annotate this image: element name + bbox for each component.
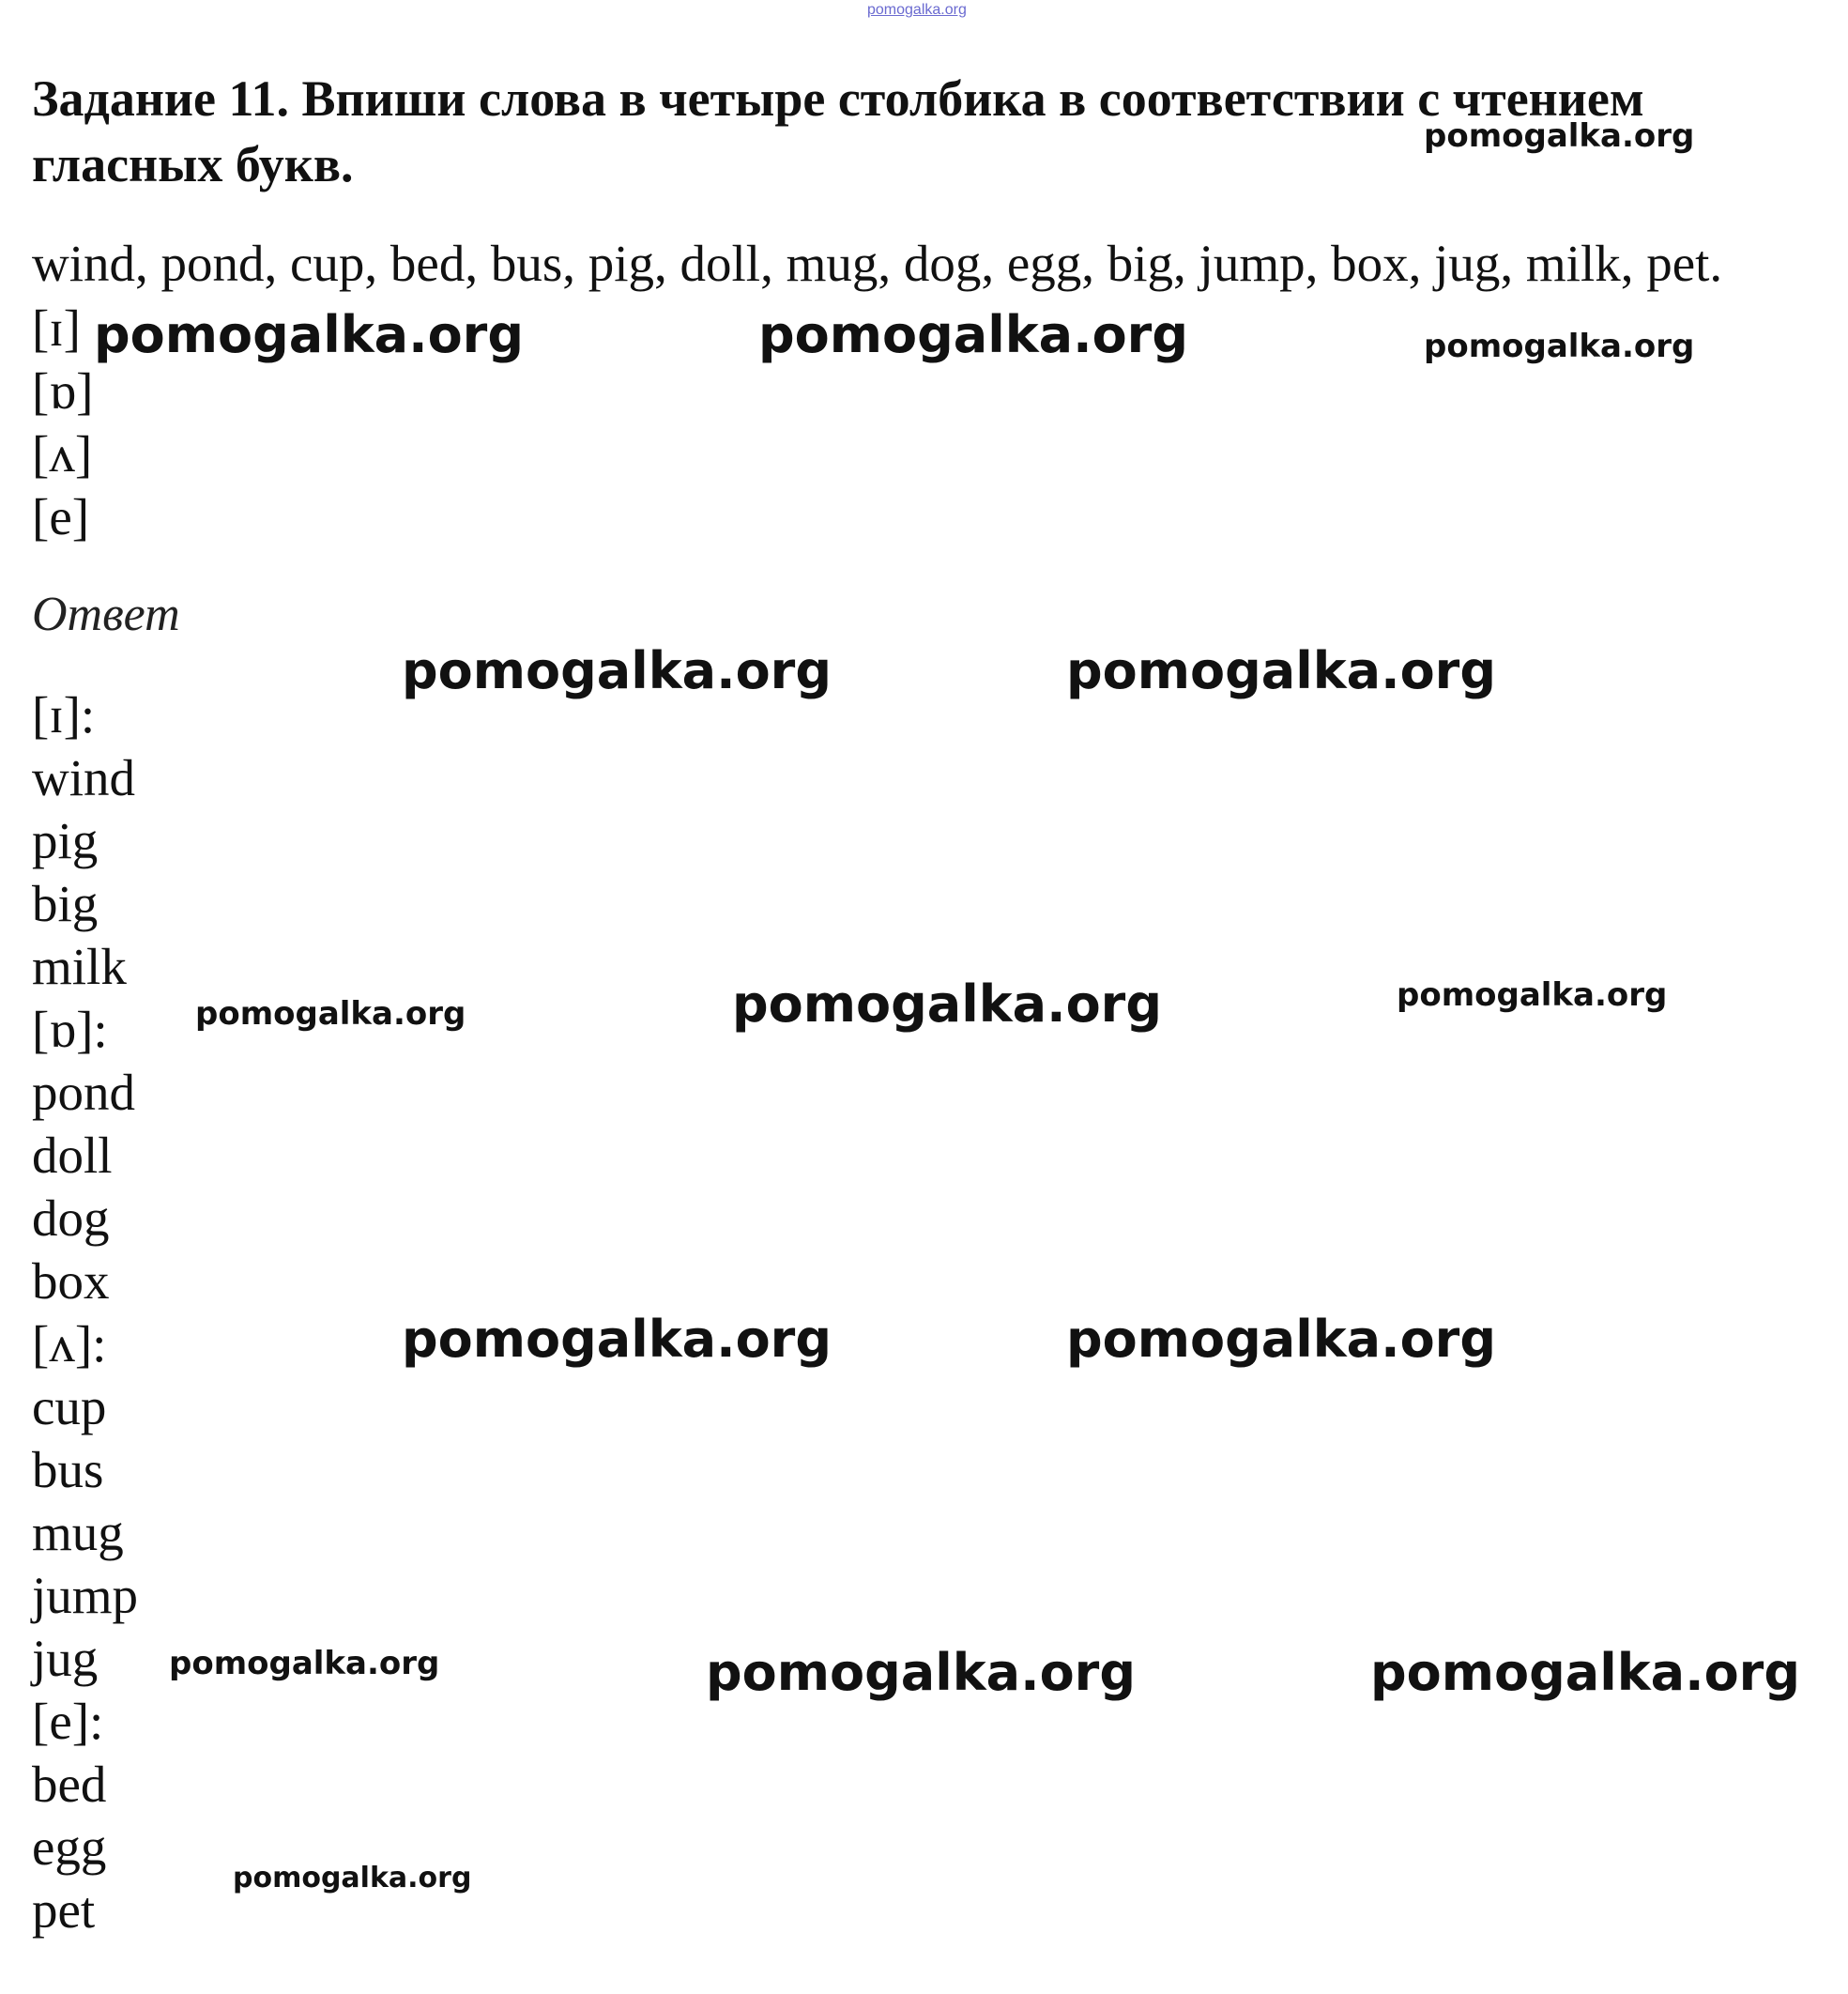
answer-word: jug xyxy=(32,1630,99,1687)
watermark: pomogalka.org xyxy=(1424,328,1695,365)
task-title: Задание 11. Впиши слова в четыре столбика в соответствии с чтением гласных букв. xyxy=(32,70,1644,192)
answer-list xyxy=(32,683,138,1941)
watermark: pomogalka.org xyxy=(1370,1643,1800,1702)
watermark: pomogalka.org xyxy=(169,1645,440,1682)
watermark: pomogalka.org xyxy=(1424,117,1695,155)
phoneme-list xyxy=(32,297,93,548)
answer-word: pig xyxy=(32,812,99,869)
answer-word: cup xyxy=(32,1378,107,1435)
answer-word: pet xyxy=(32,1881,96,1939)
phoneme-item: [ɪ] xyxy=(32,299,81,357)
watermark: pomogalka.org xyxy=(1066,1310,1496,1369)
answer-word: mug xyxy=(32,1504,124,1561)
site-mark[interactable]: pomogalka.org xyxy=(867,2,967,18)
answer-word: pond xyxy=(32,1064,135,1121)
watermark: pomogalka.org xyxy=(233,1862,472,1894)
watermark: pomogalka.org xyxy=(732,974,1162,1034)
group-label: [e]: xyxy=(32,1693,104,1750)
phoneme-item: [e] xyxy=(32,488,90,545)
answer-word: milk xyxy=(32,938,127,995)
answer-word: doll xyxy=(32,1127,113,1184)
watermark: pomogalka.org xyxy=(94,305,524,364)
watermark: pomogalka.org xyxy=(402,1310,832,1369)
answer-word: bed xyxy=(32,1756,107,1813)
answer-word: wind xyxy=(32,749,135,806)
watermark: pomogalka.org xyxy=(1397,976,1668,1014)
phoneme-item: [ʌ] xyxy=(32,425,93,483)
watermark: pomogalka.org xyxy=(195,995,466,1033)
group-label: [ʌ]: xyxy=(32,1315,107,1373)
answer-word: big xyxy=(32,875,99,932)
phoneme-item: [ɒ] xyxy=(32,362,94,420)
watermark: pomogalka.org xyxy=(706,1643,1136,1702)
task-words: wind, pond, cup, bed, bus, pig, doll, mug, dog, egg, big, jump, box, jug, milk, pet. xyxy=(32,235,1723,292)
answer-word: bus xyxy=(32,1441,104,1498)
watermark: pomogalka.org xyxy=(758,305,1188,364)
answer-heading: Ответ xyxy=(32,588,180,641)
answer-word: egg xyxy=(32,1818,107,1876)
answer-word: dog xyxy=(32,1189,110,1247)
watermark: pomogalka.org xyxy=(402,641,832,700)
answer-word: box xyxy=(32,1252,110,1310)
watermark: pomogalka.org xyxy=(1066,641,1496,700)
answer-word: jump xyxy=(32,1567,139,1624)
group-label: [ɒ]: xyxy=(32,1001,108,1058)
group-label: [ɪ]: xyxy=(32,686,96,744)
